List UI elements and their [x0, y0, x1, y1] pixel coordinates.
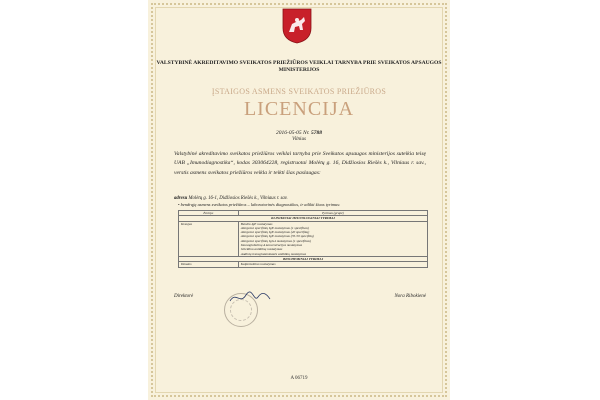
- address-label: adresu: [174, 196, 188, 201]
- license-body-text: Valstybinė akreditavimo sveikatos priežiūros veiklai tarnyba prie Sveikatos apsaugos ministerijos suteikia teisę UAB „Imunodiagnostika“, kodas 303064228, registruotai Molėtų g. 16, Didžiosios Riešės k., Vilniaus r. sav., verstis asmens sveikatos priežiūros veikla ir teikti šias paslaugas:: [174, 151, 426, 176]
- tests-cell: [238, 221, 427, 256]
- section-title: BIOCHEMINIAI TYRIMAI: [179, 256, 428, 261]
- specimen-cell: Kraujas: [179, 221, 239, 256]
- test-item: Alergenui specifinių IgG4 nustatymas (1 specifikos): [240, 238, 311, 243]
- table-header: Tyrimas (grupė): [238, 211, 427, 216]
- table-row: [179, 262, 428, 267]
- serial-number: A 06719: [290, 376, 308, 381]
- test-item: Glicidino antikūnų nustatymas: [240, 247, 283, 252]
- specimen-cell: Išmatos: [179, 262, 239, 267]
- signer-name: Nora Ribokienė: [394, 294, 426, 299]
- test-item: Kalprotektino nustatymas: [240, 262, 276, 267]
- license-date: 2016-05-05: [276, 130, 302, 136]
- number-prefix: Nr.: [303, 130, 310, 136]
- test-item: Alergenui specifinių IgE nustatymas (20 specifikų): [240, 230, 310, 235]
- signature-icon: [228, 287, 272, 307]
- test-item: Audinių transglutaminazės antikūnų nustatymas: [240, 251, 307, 256]
- page-title: LICENCIJA: [243, 98, 355, 120]
- test-item: Imunoglobulinų A koncentracijos nustatymas: [240, 243, 303, 248]
- test-item: Alergenui specifinių IgE nustatymas (35-50 specifikų): [240, 234, 314, 239]
- coat-of-arms-icon: [282, 8, 312, 44]
- director-title: Direktorė: [174, 294, 194, 299]
- address-value: Molėtų g. 16-1, Didžiosios Riešės k., Vilniaus r. sav.: [188, 196, 288, 201]
- license-number: 5788: [311, 130, 322, 136]
- tests-cell: [238, 262, 427, 267]
- section-title: KLINIKINIAI IMUNOLOGINIAI TYRIMAI: [179, 216, 428, 221]
- issuing-authority: VALSTYBINĖ AKREDITAVIMO SVEIKATOS PRIEŽIŪROS VEIKLAI TARNYBA PRIE SVEIKATOS APSAUGOS MINISTERIJOS: [156, 60, 442, 73]
- table-header: Ėminys: [179, 211, 239, 216]
- table-row: [179, 221, 428, 256]
- services-intro: • bendrąją asmens sveikatos priežiūros – laboratorinės diagnostikos, ir atlikti šiuos tyrimus:: [178, 202, 341, 207]
- issue-city: Vilnius: [292, 137, 306, 142]
- test-item: Alergenui specifinių IgE nustatymas (1 specifikos): [240, 225, 309, 230]
- test-item: Bendro IgE nustatymas: [240, 221, 273, 226]
- address-line: [174, 196, 288, 201]
- license-kind: ĮSTAIGOS ASMENS SVEIKATOS PRIEŽIŪROS: [211, 87, 387, 96]
- license-date-number: [148, 130, 450, 136]
- license-document: [148, 0, 450, 400]
- services-table: [178, 210, 428, 268]
